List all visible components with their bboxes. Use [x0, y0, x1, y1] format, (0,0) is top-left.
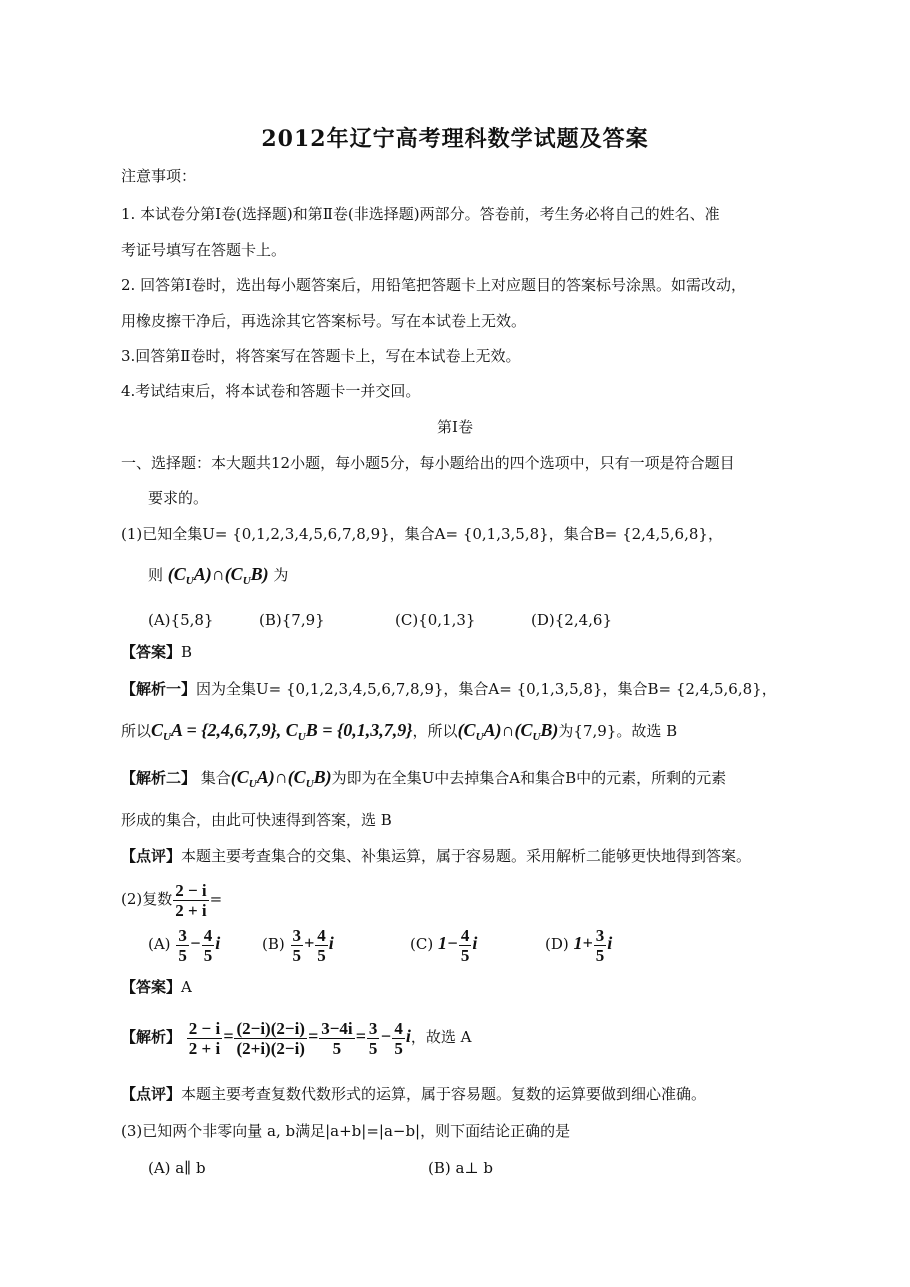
volume-heading: 第Ⅰ卷 [437, 418, 473, 436]
q2-answer [121, 977, 192, 997]
q1-option-d: (D){2,4,6} [531, 611, 612, 629]
q2-opt-d-label: (D) [545, 935, 569, 953]
q1-sol1-text: 因为全集U= {0,1,2,3,4,5,6,7,8,9}，集合A= {0,1,3,5,8}，集合B= {2,4,5,6,8}， [196, 680, 777, 698]
q2-opt-a-frac1: $\frac{3}{5}$ [178, 925, 187, 965]
q2-sol-label: 【解析】 [121, 1028, 182, 1046]
note-2a: 2. 回答第Ⅰ卷时，选出每小题答案后，用铅笔把答题卡上对应题目的答案标号涂黑。如需改动， [121, 276, 747, 294]
q1-answer-value: B [181, 643, 193, 661]
note-1a: 1. 本试卷分第Ⅰ卷(选择题)和第Ⅱ卷(非选择题)两部分。答卷前，考生务必将自己的姓名、准 [121, 205, 720, 223]
q1-sol1b-pre: 所以 [121, 722, 152, 740]
q1-ask-pre: 则 [148, 566, 164, 584]
q2-opt-d-frac: $\frac{3}{5}$ [595, 925, 605, 965]
q2-answer-value: A [181, 978, 192, 996]
q1-ask-post: 为 [273, 566, 289, 584]
page-title: 2012年辽宁高考理科数学试题及答案 [261, 126, 649, 152]
q3-option-b: (B) a⊥ b [428, 1159, 493, 1177]
q1-solution-2b: 形成的集合，由此可快速得到答案，选 B [121, 811, 392, 829]
q1-sol2-post: 为即为在全集U中去掉集合A和集合B中的元素，所剩的元素 [331, 769, 727, 787]
q1-sol2-pre: 集合 [196, 769, 231, 787]
q2-frac-num: 2 − i [175, 880, 207, 900]
q2-option-a: (A) $\frac{3}{5}$ − $\frac{4}{5}$ i [148, 925, 221, 965]
q2-opt-a-frac2: $\frac{4}{5}$ [203, 925, 213, 965]
note-3: 3.回答第Ⅱ卷时，将答案写在答题卡上，写在本试卷上无效。 [121, 347, 521, 365]
q2-sol-frac2: $\frac{(2-i)(2-i)}{(2+i)(2-i)}$ [236, 1018, 305, 1058]
q2-comment [121, 1084, 706, 1104]
q2-stem-post: = [209, 890, 223, 908]
q2-option-d: (D) 1+ $\frac{3}{5}$ i [545, 925, 613, 965]
q2-opt-c-label: (C) [410, 935, 434, 953]
q2-answer-label: 【答案】 [121, 978, 182, 996]
q2-option-b: (B) $\frac{3}{5}$ + $\frac{4}{5}$ i [262, 925, 334, 965]
q1-stem: (1)已知全集U= {0,1,2,3,4,5,6,7,8,9}，集合A= {0,1,3,5,8}，集合B= {2,4,5,6,8}， [121, 525, 723, 543]
q1-option-c: (C){0,1,3} [395, 611, 476, 629]
q2-opt-b-frac1: $\frac{3}{5}$ [292, 925, 302, 965]
q3-stem: (3)已知两个非零向量 a, b满足|a+b|=|a−b|，则下面结论正确的是 [121, 1122, 571, 1140]
note-4: 4.考试结束后，将本试卷和答题卡一并交回。 [121, 382, 421, 400]
q2-fraction [173, 881, 208, 920]
section-heading: 一、选择题：本大题共12小题，每小题5分，每小题给出的四个选项中，只有一项是符合题目 [121, 454, 735, 472]
q1-sol1-label: 【解析一】 [121, 680, 197, 698]
q1-comment-label: 【点评】 [121, 847, 182, 865]
q2-opt-a-label: (A) [148, 935, 171, 953]
q1-sol1b-mid: ，所以 [412, 722, 458, 740]
q2-solution: 【解析】 $\frac{2 - i}{2 + i}$ = $\frac{(2-i)(2-i)}{(2+i)(2-i)}$ = $\frac{3-4i}{5}$ = $\frac{3}{5}$ − $\frac{4}{5}$ i，故选 A [121, 1018, 472, 1058]
note-1b: 考证号填写在答题卡上。 [121, 241, 287, 259]
q2-comment-text: 本题主要考查复数代数形式的运算，属于容易题。复数的运算要做到细心准确。 [181, 1085, 707, 1103]
q1-answer [121, 642, 192, 662]
section-heading-cont: 要求的。 [148, 489, 209, 507]
q1-ask [148, 564, 288, 591]
q2-sol-post: ，故选 A [410, 1028, 472, 1046]
q1-option-a: (A){5,8} [148, 611, 214, 629]
q3-option-a: (A) a∥ b [148, 1159, 206, 1177]
q2-stem-text: (2)复数 [121, 890, 173, 908]
q2-opt-b-label: (B) [262, 935, 285, 953]
q2-frac-den: 2 + i [175, 900, 207, 920]
q2-option-c: (C) 1− $\frac{4}{5}$ i [410, 925, 478, 965]
q1-sol1b-post: 为{7,9}。故选 B [558, 722, 678, 740]
q2-stem [121, 880, 222, 920]
q2-sol-frac5: $\frac{4}{5}$ [394, 1018, 403, 1058]
q1-expr: $(C_UA)\cap(C_UB)$ [167, 564, 269, 587]
q2-sol-frac1: $\frac{2 - i}{2 + i}$ [188, 1018, 221, 1058]
q2-comment-label: 【点评】 [121, 1085, 182, 1103]
q1-option-b: (B){7,9} [259, 611, 325, 629]
q1-solution-1b [121, 720, 677, 747]
q1-sol1b-math: $C_UA = \{2,4,6,7,9\}$, $C_UB = \{0,1,3,7,9\}$ [151, 720, 413, 743]
q2-sol-frac3: $\frac{3-4i}{5}$ [321, 1018, 353, 1058]
q2-sol-frac4: $\frac{3}{5}$ [368, 1018, 378, 1058]
q1-comment-text: 本题主要考查集合的交集、补集运算，属于容易题。采用解析二能够更快地得到答案。 [181, 847, 752, 865]
q1-sol2-expr: $(C_UA)\cap(C_UB)$ [230, 767, 332, 790]
q1-answer-label: 【答案】 [121, 643, 182, 661]
notes-heading: 注意事项： [121, 167, 197, 185]
q2-opt-b-frac2: $\frac{4}{5}$ [317, 925, 326, 965]
q1-sol2-label: 【解析二】 [121, 769, 197, 787]
q1-comment [121, 846, 751, 866]
q2-opt-c-frac: $\frac{4}{5}$ [460, 925, 470, 965]
note-2b: 用橡皮擦干净后，再选涂其它答案标号。写在本试卷上无效。 [121, 312, 527, 330]
q1-sol1b-expr: $(C_UA)\cap(C_UB)$ [457, 720, 559, 743]
q1-solution-1 [121, 679, 777, 699]
q1-solution-2 [121, 767, 726, 794]
